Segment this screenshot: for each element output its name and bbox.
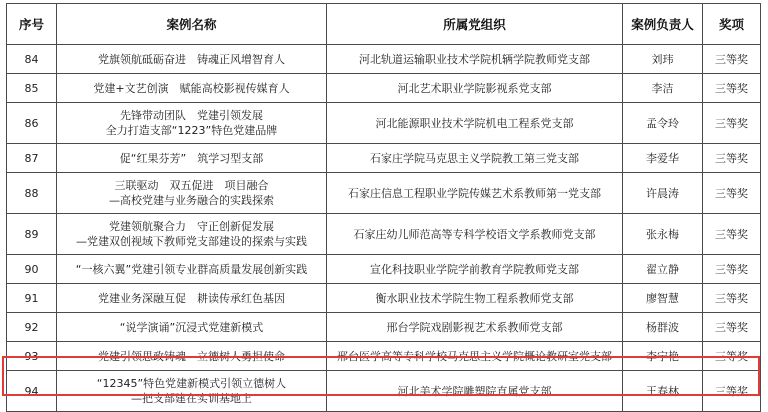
row-no: 93	[7, 342, 57, 371]
row-case-leader: 翟立静	[623, 255, 703, 284]
row-case-name	[57, 255, 327, 284]
row-case-name	[57, 284, 327, 313]
award-table-container	[6, 3, 761, 412]
table-row	[7, 173, 761, 214]
case-name-line: 党建领航聚合力 守正创新促发展	[109, 220, 274, 233]
table-row	[7, 103, 761, 144]
row-case-name	[57, 173, 327, 214]
case-name-line: 全力打造支部“1223”特色党建品牌	[105, 124, 278, 137]
table-row-highlighted	[7, 371, 761, 412]
row-case-leader: 张永梅	[623, 214, 703, 255]
case-name-line: 党旗领航砥砺奋进 铸魂正风增智育人	[98, 52, 285, 66]
row-award: 三等奖	[703, 74, 761, 103]
row-party-org: 河北轨道运输职业技术学院机辆学院教师党支部	[327, 45, 623, 74]
case-name-line: 党建业务深融互促 耕读传承红色基因	[98, 291, 285, 305]
table-row	[7, 255, 761, 284]
case-name-line: “一核六翼”党建引领专业群高质量发展创新实践	[75, 262, 308, 276]
table-row	[7, 342, 761, 371]
row-case-leader: 李宁艳	[623, 342, 703, 371]
row-award: 三等奖	[703, 284, 761, 313]
table-row	[7, 214, 761, 255]
case-name-line: —党建双创视域下教师党支部建设的探索与实践	[76, 235, 307, 248]
row-case-name	[57, 214, 327, 255]
table-row	[7, 74, 761, 103]
row-no: 92	[7, 313, 57, 342]
row-party-org: 邢台学院戏剧影视艺术系教师党支部	[327, 313, 623, 342]
row-case-name	[57, 103, 327, 144]
header-no: 序号	[7, 4, 57, 45]
row-case-name	[57, 74, 327, 103]
row-party-org: 衡水职业技术学院生物工程系教师党支部	[327, 284, 623, 313]
row-case-leader: 刘玮	[623, 45, 703, 74]
row-award: 三等奖	[703, 45, 761, 74]
row-case-leader: 杨群波	[623, 313, 703, 342]
case-name-line: 党建+文艺创演 赋能高校影视传媒育人	[93, 81, 290, 95]
row-award: 三等奖	[703, 173, 761, 214]
row-award: 三等奖	[703, 342, 761, 371]
row-no: 91	[7, 284, 57, 313]
row-case-leader: 李爱华	[623, 144, 703, 173]
case-name-line: 促“红果芬芳” 筑学习型支部	[119, 151, 264, 165]
case-name-line: —高校党建与业务融合的实践探索	[109, 194, 274, 207]
header-party-org: 所属党组织	[327, 4, 623, 45]
row-case-leader: 廖智慧	[623, 284, 703, 313]
row-award: 三等奖	[703, 313, 761, 342]
table-row	[7, 284, 761, 313]
award-table	[6, 3, 761, 412]
case-name-line: 三联驱动 双五促进 项目融合	[114, 179, 269, 192]
table-row	[7, 45, 761, 74]
row-award: 三等奖	[703, 371, 761, 412]
row-case-name	[57, 45, 327, 74]
row-party-org: 石家庄幼儿师范高等专科学校语文学系教师党支部	[327, 214, 623, 255]
row-case-leader: 许晨涛	[623, 173, 703, 214]
row-case-name	[57, 313, 327, 342]
row-no: 90	[7, 255, 57, 284]
case-name-line: “说学演诵”沉浸式党建新模式	[119, 320, 264, 334]
header-case-name: 案例名称	[57, 4, 327, 45]
row-award: 三等奖	[703, 103, 761, 144]
row-party-org: 河北美术学院雕塑院直属党支部	[327, 371, 623, 412]
case-name-line: “12345”特色党建新模式引领立德树人	[96, 377, 287, 390]
row-no: 89	[7, 214, 57, 255]
row-no: 84	[7, 45, 57, 74]
row-party-org: 石家庄学院马克思主义学院教工第三党支部	[327, 144, 623, 173]
row-no: 87	[7, 144, 57, 173]
header-award: 奖项	[703, 4, 761, 45]
row-case-name	[57, 342, 327, 371]
row-award: 三等奖	[703, 144, 761, 173]
row-award: 三等奖	[703, 214, 761, 255]
row-case-name	[57, 144, 327, 173]
row-case-leader: 李洁	[623, 74, 703, 103]
row-no: 88	[7, 173, 57, 214]
table-row	[7, 313, 761, 342]
case-name-line: 党建引领思政铸魂 立德树人勇担使命	[98, 349, 285, 363]
row-party-org: 邢台医学高等专科学校马克思主义学院概论教研室党支部	[327, 342, 623, 371]
table-row	[7, 144, 761, 173]
row-no: 85	[7, 74, 57, 103]
case-name-line: 先锋带动团队 党建引领发展	[120, 109, 263, 122]
row-party-org: 河北艺术职业学院影视系党支部	[327, 74, 623, 103]
case-name-line: —把支部建在实训基地上	[131, 392, 252, 405]
row-party-org: 石家庄信息工程职业学院传媒艺术系教师第一党支部	[327, 173, 623, 214]
row-case-leader: 王春林	[623, 371, 703, 412]
row-party-org: 河北能源职业技术学院机电工程系党支部	[327, 103, 623, 144]
row-no: 94	[7, 371, 57, 412]
header-case-leader: 案例负责人	[623, 4, 703, 45]
row-no: 86	[7, 103, 57, 144]
header-row	[7, 4, 761, 45]
row-award: 三等奖	[703, 255, 761, 284]
row-case-leader: 孟令玲	[623, 103, 703, 144]
row-party-org: 宣化科技职业学院学前教育学院教师党支部	[327, 255, 623, 284]
row-case-name	[57, 371, 327, 412]
